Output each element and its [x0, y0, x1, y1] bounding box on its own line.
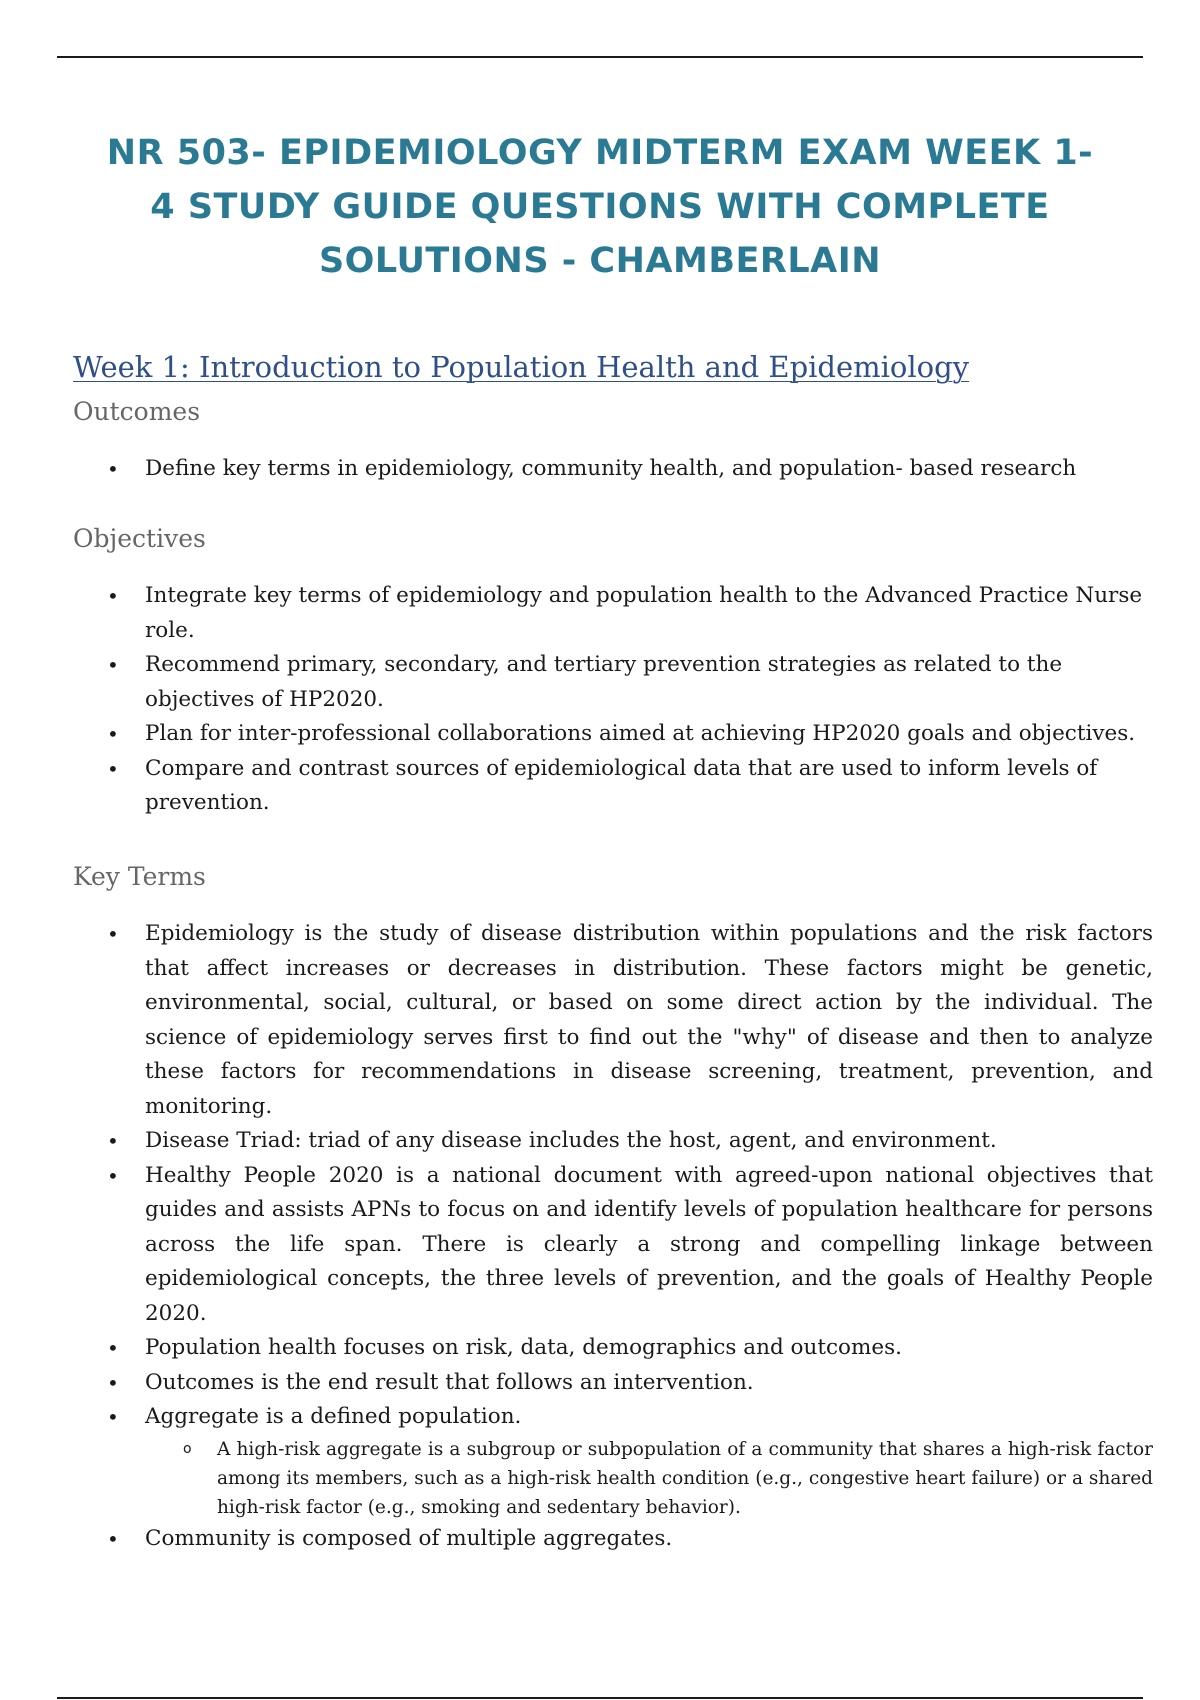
- objective-text: Compare and contrast sources of epidemiological data that are used to inform levels of prevention.: [145, 755, 1098, 815]
- bottom-rule: [57, 1697, 1143, 1699]
- key-term-text: Epidemiology is the study of disease distribution within populations and the risk factors that affect increases or decreases in distribution. These factors might be genetic, environmental, social, cultural, or based on some direct action by the individual. The science of epidemiology serves first to find out the "why" of disease and then to analyze these factors for recommendations in disease screening, treatment, prevention, and monitoring.: [145, 921, 1153, 1119]
- bullet-icon: •: [107, 722, 119, 746]
- sub-bullet-icon: o: [183, 1440, 192, 1457]
- key-term-text: Aggregate is a defined population.: [145, 1404, 522, 1429]
- key-term-text: Population health focuses on risk, data, demographics and outcomes.: [145, 1335, 902, 1360]
- aggregate-sub-list: [145, 1435, 1153, 1522]
- list-item: [103, 579, 1153, 648]
- objective-text: Integrate key terms of epidemiology and population health to the Advanced Practice Nurse role.: [145, 583, 1143, 643]
- title-line: NR 503- EPIDEMIOLOGY MIDTERM EXAM WEEK 1-: [106, 133, 1094, 173]
- bullet-icon: •: [107, 1129, 119, 1153]
- bullet-icon: •: [107, 653, 119, 677]
- list-item: [103, 1331, 1153, 1366]
- objective-text: Plan for inter-professional collaborations aimed at achieving HP2020 goals and objectives.: [145, 721, 1136, 746]
- list-item: [103, 1124, 1153, 1159]
- sub-list-item: [145, 1435, 1153, 1522]
- bullet-icon: •: [107, 1370, 119, 1395]
- list-item: [103, 1159, 1153, 1332]
- week-heading: Week 1: Introduction to Population Health and Epidemiology: [73, 350, 970, 384]
- outcomes-heading: Outcomes: [73, 397, 201, 426]
- list-item: [103, 1522, 1153, 1557]
- bullet-icon: •: [107, 457, 119, 481]
- title-line: SOLUTIONS - CHAMBERLAIN: [318, 241, 882, 281]
- document-title: [60, 126, 1140, 288]
- objectives-list: [103, 579, 1153, 821]
- bullet-icon: •: [107, 584, 119, 608]
- key-term-text: Outcomes is the end result that follows an intervention.: [145, 1369, 754, 1395]
- bullet-icon: •: [107, 756, 119, 781]
- sub-item-text: A high-risk aggregate is a subgroup or subpopulation of a community that shares a high-risk factor among its members, such as a high-risk health condition (e.g., congestive heart failure) or a shared high-risk factor (e.g., smoking and sedentary behavior).: [217, 1438, 1153, 1518]
- key-terms-list: [103, 917, 1153, 1556]
- outcomes-list: [103, 452, 1153, 487]
- bullet-icon: •: [107, 1405, 119, 1429]
- bullet-icon: •: [107, 1526, 119, 1551]
- objective-text: Recommend primary, secondary, and tertiary prevention strategies as related to the objectives of HP2020.: [145, 652, 1063, 712]
- list-item: [103, 717, 1153, 752]
- key-term-text: Healthy People 2020 is a national document with agreed-upon national objectives that guides and assists APNs to focus on and identify levels of population healthcare for persons across the life span. There is clearly a strong and compelling linkage between epidemiological concepts, the three levels of prevention, and the goals of Healthy People 2020.: [145, 1162, 1153, 1326]
- top-rule: [57, 56, 1143, 58]
- key-term-text: Disease Triad: triad of any disease includes the host, agent, and environment.: [145, 1128, 997, 1153]
- bullet-icon: •: [107, 922, 119, 946]
- list-item: [103, 452, 1153, 487]
- objectives-heading: Objectives: [73, 524, 206, 553]
- title-line: 4 STUDY GUIDE QUESTIONS WITH COMPLETE: [150, 187, 1050, 227]
- key-term-text: Community is composed of multiple aggregates.: [145, 1525, 673, 1551]
- list-item: [103, 1366, 1153, 1401]
- list-item: [103, 752, 1153, 821]
- bullet-icon: •: [107, 1163, 119, 1188]
- key-terms-heading: Key Terms: [73, 862, 206, 891]
- bullet-icon: •: [107, 1336, 119, 1360]
- outcome-text: Define key terms in epidemiology, community health, and population- based research: [145, 456, 1077, 481]
- list-item: [103, 917, 1153, 1124]
- list-item: [103, 1400, 1153, 1522]
- list-item: [103, 648, 1153, 717]
